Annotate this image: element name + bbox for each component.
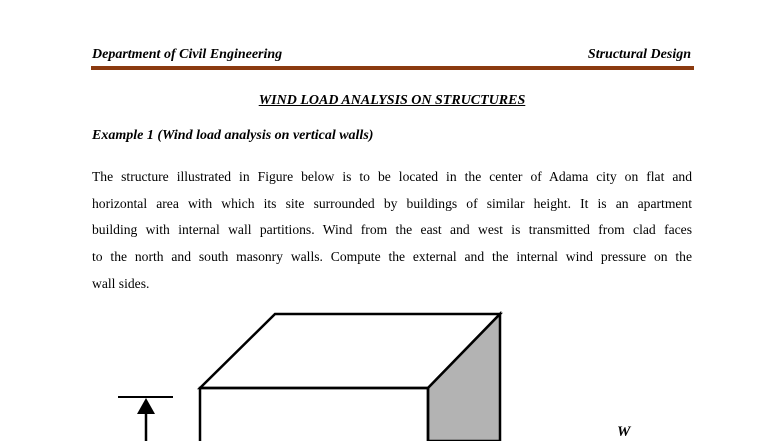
paragraph-line-4: to the north and south masonry walls. Compute the external and the internal wind pressure on the [92, 249, 692, 265]
paragraph-line-5: wall sides. [92, 275, 150, 291]
paragraph-line-2: horizontal area with which its site surrounded by buildings of similar height. It is an apartment [92, 195, 692, 211]
paragraph-line-3: building with internal wall partitions. Wind from the east and west is transmitted from clad faces [92, 222, 692, 238]
header-department: Department of Civil Engineering [92, 47, 283, 62]
page-title: WIND LOAD ANALYSIS ON STRUCTURES [258, 93, 526, 108]
building-front-face [200, 388, 428, 441]
example-heading: Example 1 (Wind load analysis on vertical walls) [92, 128, 374, 143]
wind-direction-label: W [617, 424, 631, 440]
header-course: Structural Design [587, 47, 691, 62]
height-arrow-head [137, 398, 155, 414]
paragraph-line-1: The structure illustrated in Figure below is to be located in the center of Adama city on flat and [92, 169, 692, 184]
